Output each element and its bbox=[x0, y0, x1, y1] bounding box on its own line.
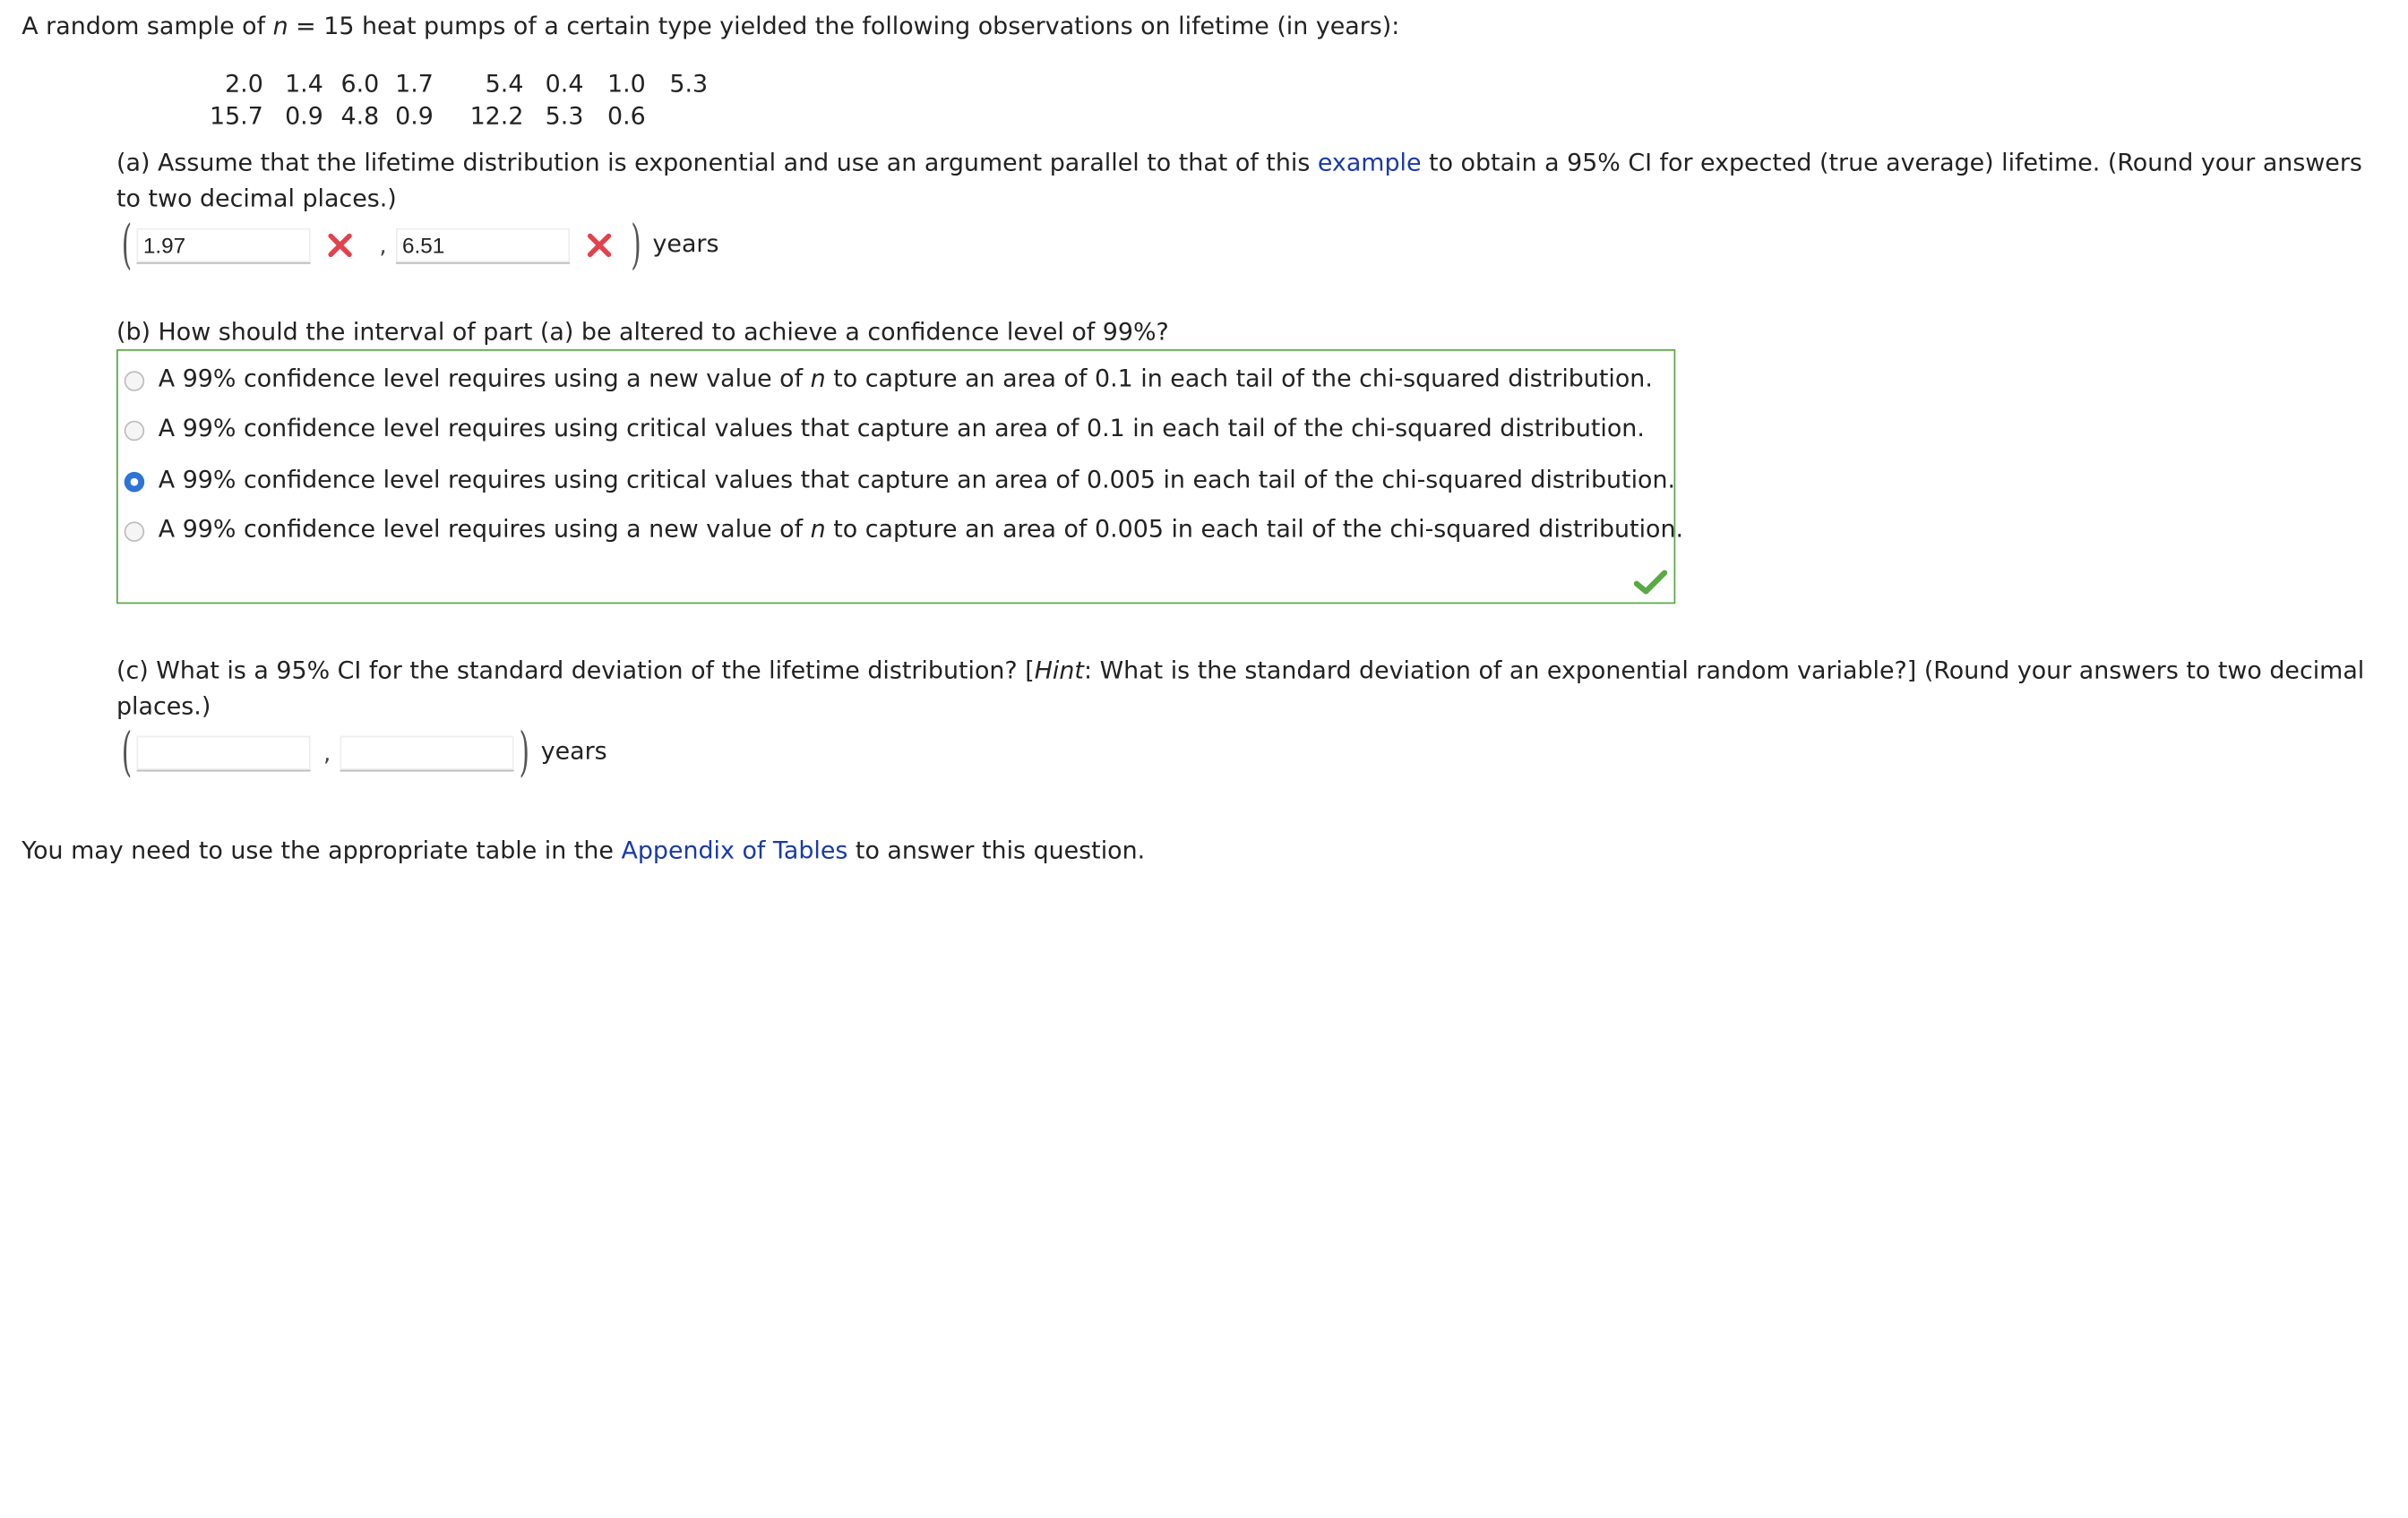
part-a-text-after: to obtain a 95% CI for expected (true average) lifetime. (Round your answers to two decimal places.) bbox=[116, 149, 2362, 213]
radio-button[interactable] bbox=[125, 370, 145, 390]
footer-note bbox=[22, 834, 1145, 870]
part-c-lower-input[interactable] bbox=[137, 735, 311, 771]
part-c-answer-row bbox=[116, 721, 607, 785]
footer-text-before: You may need to use the appropriate table in the bbox=[22, 836, 622, 865]
obs-cell: 1.4 bbox=[285, 69, 323, 99]
obs-cell: 0.6 bbox=[607, 102, 646, 131]
radio-button[interactable] bbox=[125, 521, 145, 542]
obs-cell bbox=[667, 101, 729, 133]
option-2[interactable] bbox=[125, 411, 1645, 449]
close-paren: ) bbox=[631, 214, 641, 277]
units-label: years bbox=[540, 737, 607, 767]
part-c-text-after: : What is the standard deviation of an exponential random variable?] (Round your answers to two decimal places.) bbox=[116, 656, 2365, 721]
incorrect-icon bbox=[326, 231, 354, 259]
intro-after: = 15 heat pumps of a certain type yielded the following observations on lifetime (in years): bbox=[288, 12, 1400, 41]
part-a-text-before: (a) Assume that the lifetime distribution is exponential and use an argument parallel to that of this bbox=[116, 149, 1318, 177]
option-label: A 99% confidence level requires using a new value of n to capture an area of 0.1 in each tail of the chi-squared distribution. bbox=[158, 364, 1653, 394]
hint-word: Hint bbox=[1034, 656, 1084, 685]
obs-cell: 0.9 bbox=[285, 102, 323, 131]
obs-cell: 0.4 bbox=[545, 69, 584, 99]
n-variable: n bbox=[272, 12, 288, 41]
part-a-upper-input[interactable] bbox=[396, 227, 570, 263]
option-label: A 99% confidence level requires using a new value of n to capture an area of 0.005 in each tail of the chi-squared distribution. bbox=[158, 516, 1684, 545]
incorrect-icon bbox=[586, 231, 614, 259]
open-paren: ( bbox=[121, 214, 133, 277]
obs-cell: 1.0 bbox=[607, 69, 646, 99]
appendix-link[interactable]: Appendix of Tables bbox=[621, 836, 848, 865]
option-1[interactable] bbox=[125, 362, 1653, 399]
units-label: years bbox=[652, 230, 719, 259]
footer-text-after: to answer this question. bbox=[847, 836, 1146, 865]
radio-button[interactable] bbox=[125, 420, 145, 441]
part-a-lower-input[interactable] bbox=[137, 227, 311, 263]
observations-table bbox=[210, 68, 729, 133]
part-c-question bbox=[116, 654, 2384, 725]
part-b-choices bbox=[116, 349, 1684, 604]
obs-cell: 5.3 bbox=[669, 69, 709, 99]
correct-check-icon bbox=[1633, 568, 1667, 596]
obs-cell: 12.2 bbox=[469, 102, 524, 131]
part-b-question: (b) How should the interval of part (a) be altered to achieve a confidence level of 99%? bbox=[116, 318, 1169, 347]
part-c-upper-input[interactable] bbox=[340, 735, 514, 771]
obs-cell: 15.7 bbox=[209, 102, 263, 131]
separator: , bbox=[379, 230, 387, 260]
intro-text bbox=[22, 9, 1399, 45]
example-link[interactable]: example bbox=[1317, 149, 1422, 177]
obs-cell: 1.7 bbox=[395, 69, 434, 99]
obs-cell: 4.8 bbox=[340, 102, 380, 131]
option-label: A 99% confidence level requires using critical values that capture an area of 0.1 in each tail of the chi-squared distribution. bbox=[158, 415, 1645, 443]
radio-button-selected[interactable] bbox=[125, 471, 145, 492]
observations-row-1 bbox=[210, 68, 729, 100]
option-4[interactable] bbox=[125, 512, 1683, 550]
obs-cell: 2.0 bbox=[225, 69, 263, 99]
option-3[interactable] bbox=[125, 463, 1675, 501]
obs-cell: 5.3 bbox=[545, 102, 584, 131]
obs-cell: 5.4 bbox=[485, 69, 524, 99]
part-a-answer-row bbox=[116, 214, 719, 277]
open-paren: ( bbox=[121, 721, 133, 785]
obs-cell: 0.9 bbox=[395, 102, 434, 131]
option-label: A 99% confidence level requires using critical values that capture an area of 0.005 in each tail of the chi-squared distribution. bbox=[158, 466, 1676, 494]
part-a-question bbox=[116, 146, 2384, 218]
obs-cell: 6.0 bbox=[340, 69, 380, 99]
intro-before: A random sample of bbox=[22, 12, 273, 41]
separator: , bbox=[322, 738, 331, 767]
part-c-text-before: (c) What is a 95% CI for the standard deviation of the lifetime distribution? [ bbox=[116, 656, 1035, 685]
close-paren: ) bbox=[519, 721, 530, 785]
observations-row-2 bbox=[210, 101, 729, 133]
